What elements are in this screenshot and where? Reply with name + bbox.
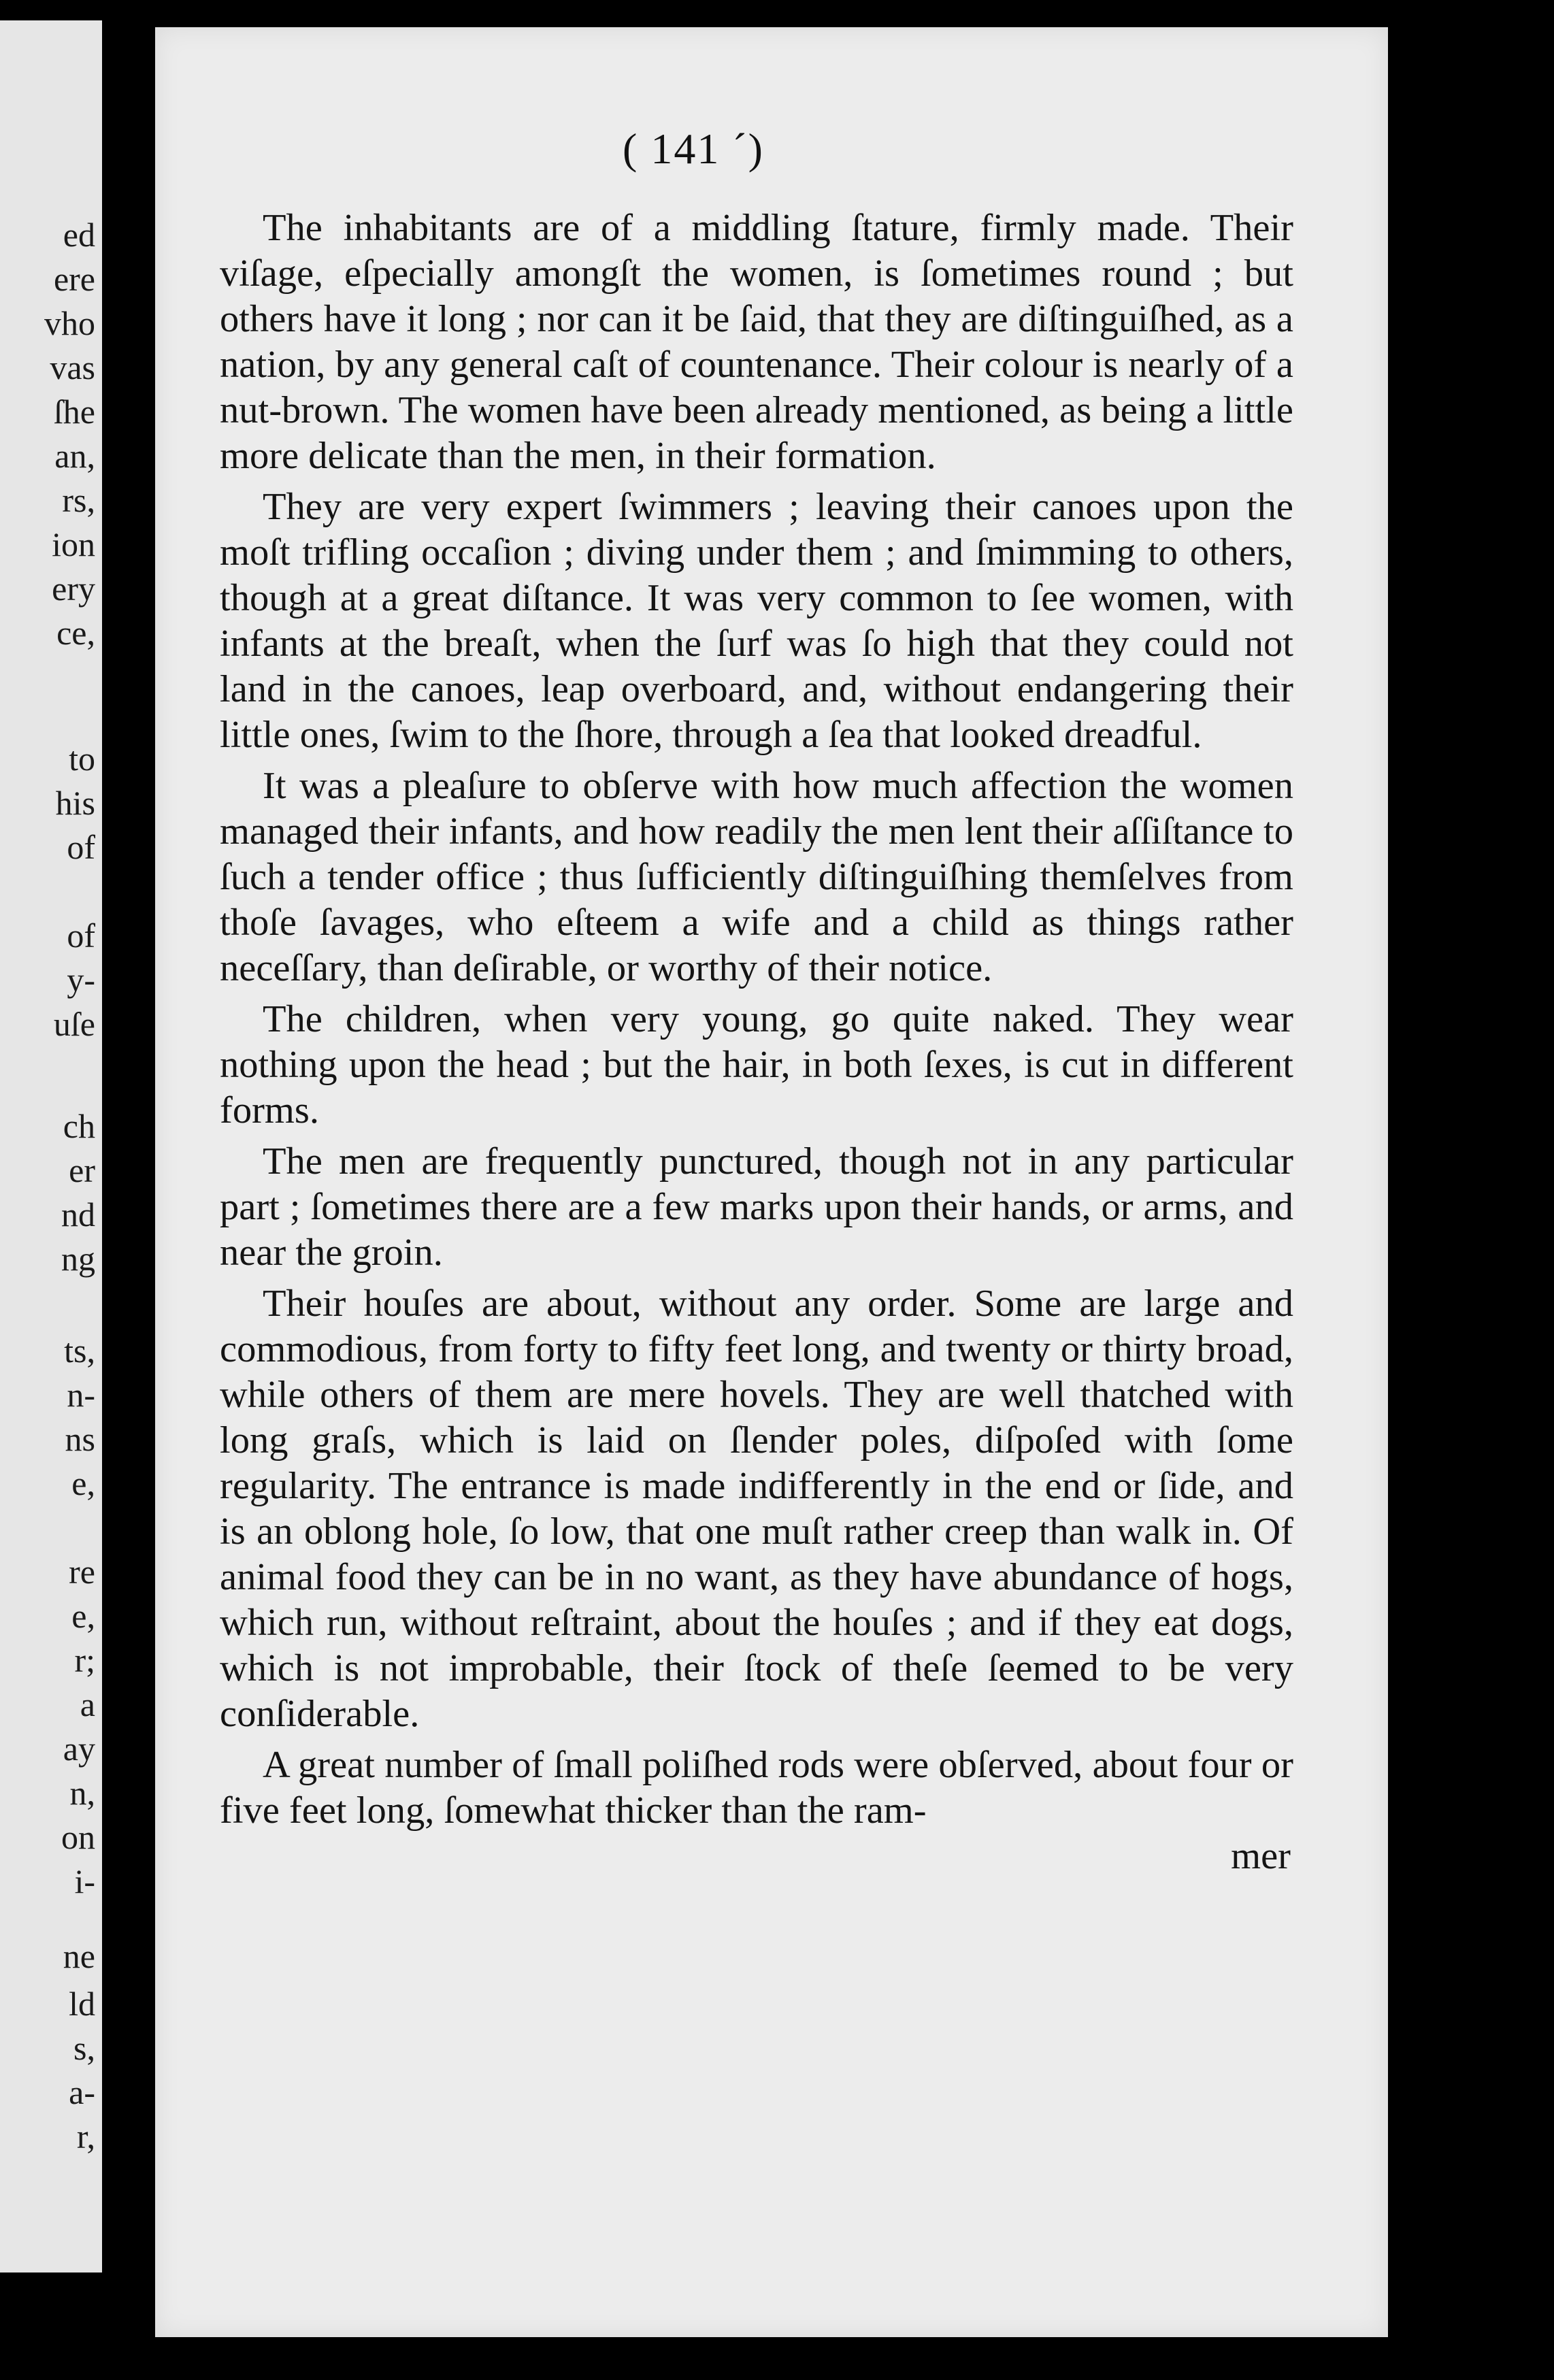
previous-page-fragment: ng: [61, 1240, 95, 1278]
paragraph-punctured: The men are frequently punctured, though not in any particular part ; ſometimes there are a few marks upon their hands, or arms, and near the groin.: [220, 1140, 1293, 1274]
previous-page-fragment: vho: [44, 304, 95, 342]
previous-page-fragment: ns: [65, 1420, 95, 1458]
previous-page-fragment: er: [69, 1151, 95, 1189]
previous-page-fragment: ne: [63, 1937, 95, 1975]
previous-page-fragment: n,: [69, 1774, 95, 1812]
previous-page-fragment: e,: [71, 1597, 95, 1635]
paragraph-swimmers: They are very expert ſwimmers ; leaving their canoes upon the moſt trifling occaſion ; diving under them ; and ſmimming to others, though at a great diſtance. It was very common to ſee women, with infants at the breaſt, when the ſurf was ſo high that they could not land in the canoes, leap overboard, and, without endangering their little ones, ſwim to the ſhore, through a ſea that looked dreadful.: [220, 486, 1293, 756]
previous-page-fragment: s,: [73, 2029, 95, 2067]
previous-page-fragment: his: [55, 784, 95, 822]
previous-page-fragment: a: [80, 1685, 95, 1723]
previous-page-fragment: ed: [63, 216, 95, 254]
page-body: [220, 205, 1293, 1879]
previous-page-fragment: of: [67, 916, 95, 955]
catchword: mer: [1231, 1835, 1291, 1877]
paragraph-children: The children, when very young, go quite naked. They wear nothing upon the head ; but the hair, in both ſexes, is cut in different forms.: [220, 998, 1293, 1131]
previous-page-fragment: ts,: [64, 1332, 95, 1370]
paragraph-inhabitants: The inhabitants are of a middling ſtature, firmly made. Their viſage, eſpecially amongſt the women, is ſometimes round ; but others have it long ; nor can it be ſaid, that they are diſtinguiſhed, as a nation, by any general caſt of countenance. Their colour is nearly of a nut-brown. The women have been already mentioned, as being a little more delicate than the men, in their formation.: [220, 207, 1293, 477]
previous-page-fragment: r,: [76, 2117, 95, 2155]
book-page: [155, 27, 1388, 2337]
previous-page-fragment: ion: [52, 525, 95, 563]
previous-page-fragment: y-: [67, 961, 95, 999]
page-number: ( 141 ´): [623, 125, 764, 173]
paragraph-infants: It was a pleaſure to obſerve with how much affection the women managed their infants, and how readily the men lent their aſſiſtance to ſuch a tender office ; thus ſufficiently diſtinguiſhing themſelves from thoſe ſavages, who eſteem a wife and a child as things rather neceſſary, than deſirable, or worthy of their notice.: [220, 765, 1293, 989]
previous-page-fragment: re: [69, 1553, 95, 1591]
previous-page-fragment: to: [69, 740, 95, 778]
paragraph-houses: Their houſes are about, without any order. Some are large and commodious, from forty to fifty feet long, and twenty or thirty broad, while others of them are mere hovels. They are well thatched with long graſs, which is laid on ſlender poles, diſpoſed with ſome regularity. The entrance is made indifferently in the end or ſide, and is an oblong hole, ſo low, that one muſt rather creep than walk in. Of animal food they can be in no want, as they have abundance of hogs, which run, without reſtraint, about the houſes ; and if they eat dogs, which is not improbable, their ſtock of theſe ſeemed to be very conſiderable.: [220, 1283, 1293, 1735]
previous-page-fragment: e,: [71, 1464, 95, 1502]
previous-page-fragment: i-: [74, 1862, 95, 1900]
previous-page-fragment: ld: [69, 1985, 95, 2023]
previous-page-fragment: n-: [67, 1376, 95, 1414]
previous-page-fragment: ch: [63, 1107, 95, 1145]
previous-page-fragment: on: [61, 1818, 95, 1856]
previous-page-fragment: a-: [69, 2073, 95, 2111]
previous-page-fragment: ay: [63, 1730, 95, 1768]
previous-page-edge: [0, 20, 102, 2272]
previous-page-fragment: ſhe: [53, 393, 95, 431]
previous-page-fragment: rs,: [62, 481, 95, 519]
previous-page-fragment: vas: [50, 348, 95, 386]
previous-page-fragment: of: [67, 828, 95, 866]
previous-page-fragment: ery: [52, 569, 95, 608]
previous-page-fragment: ere: [53, 260, 95, 298]
previous-page-fragment: an,: [54, 437, 95, 475]
previous-page-fragment: ce,: [56, 614, 95, 652]
paragraph-rods: A great number of ſmall poliſhed rods were obſerved, about four or five feet long, ſomewhat thicker than the ram-: [220, 1744, 1293, 1832]
previous-page-fragment: uſe: [53, 1005, 95, 1043]
previous-page-fragment: r;: [74, 1641, 95, 1679]
previous-page-fragment: nd: [61, 1195, 95, 1234]
